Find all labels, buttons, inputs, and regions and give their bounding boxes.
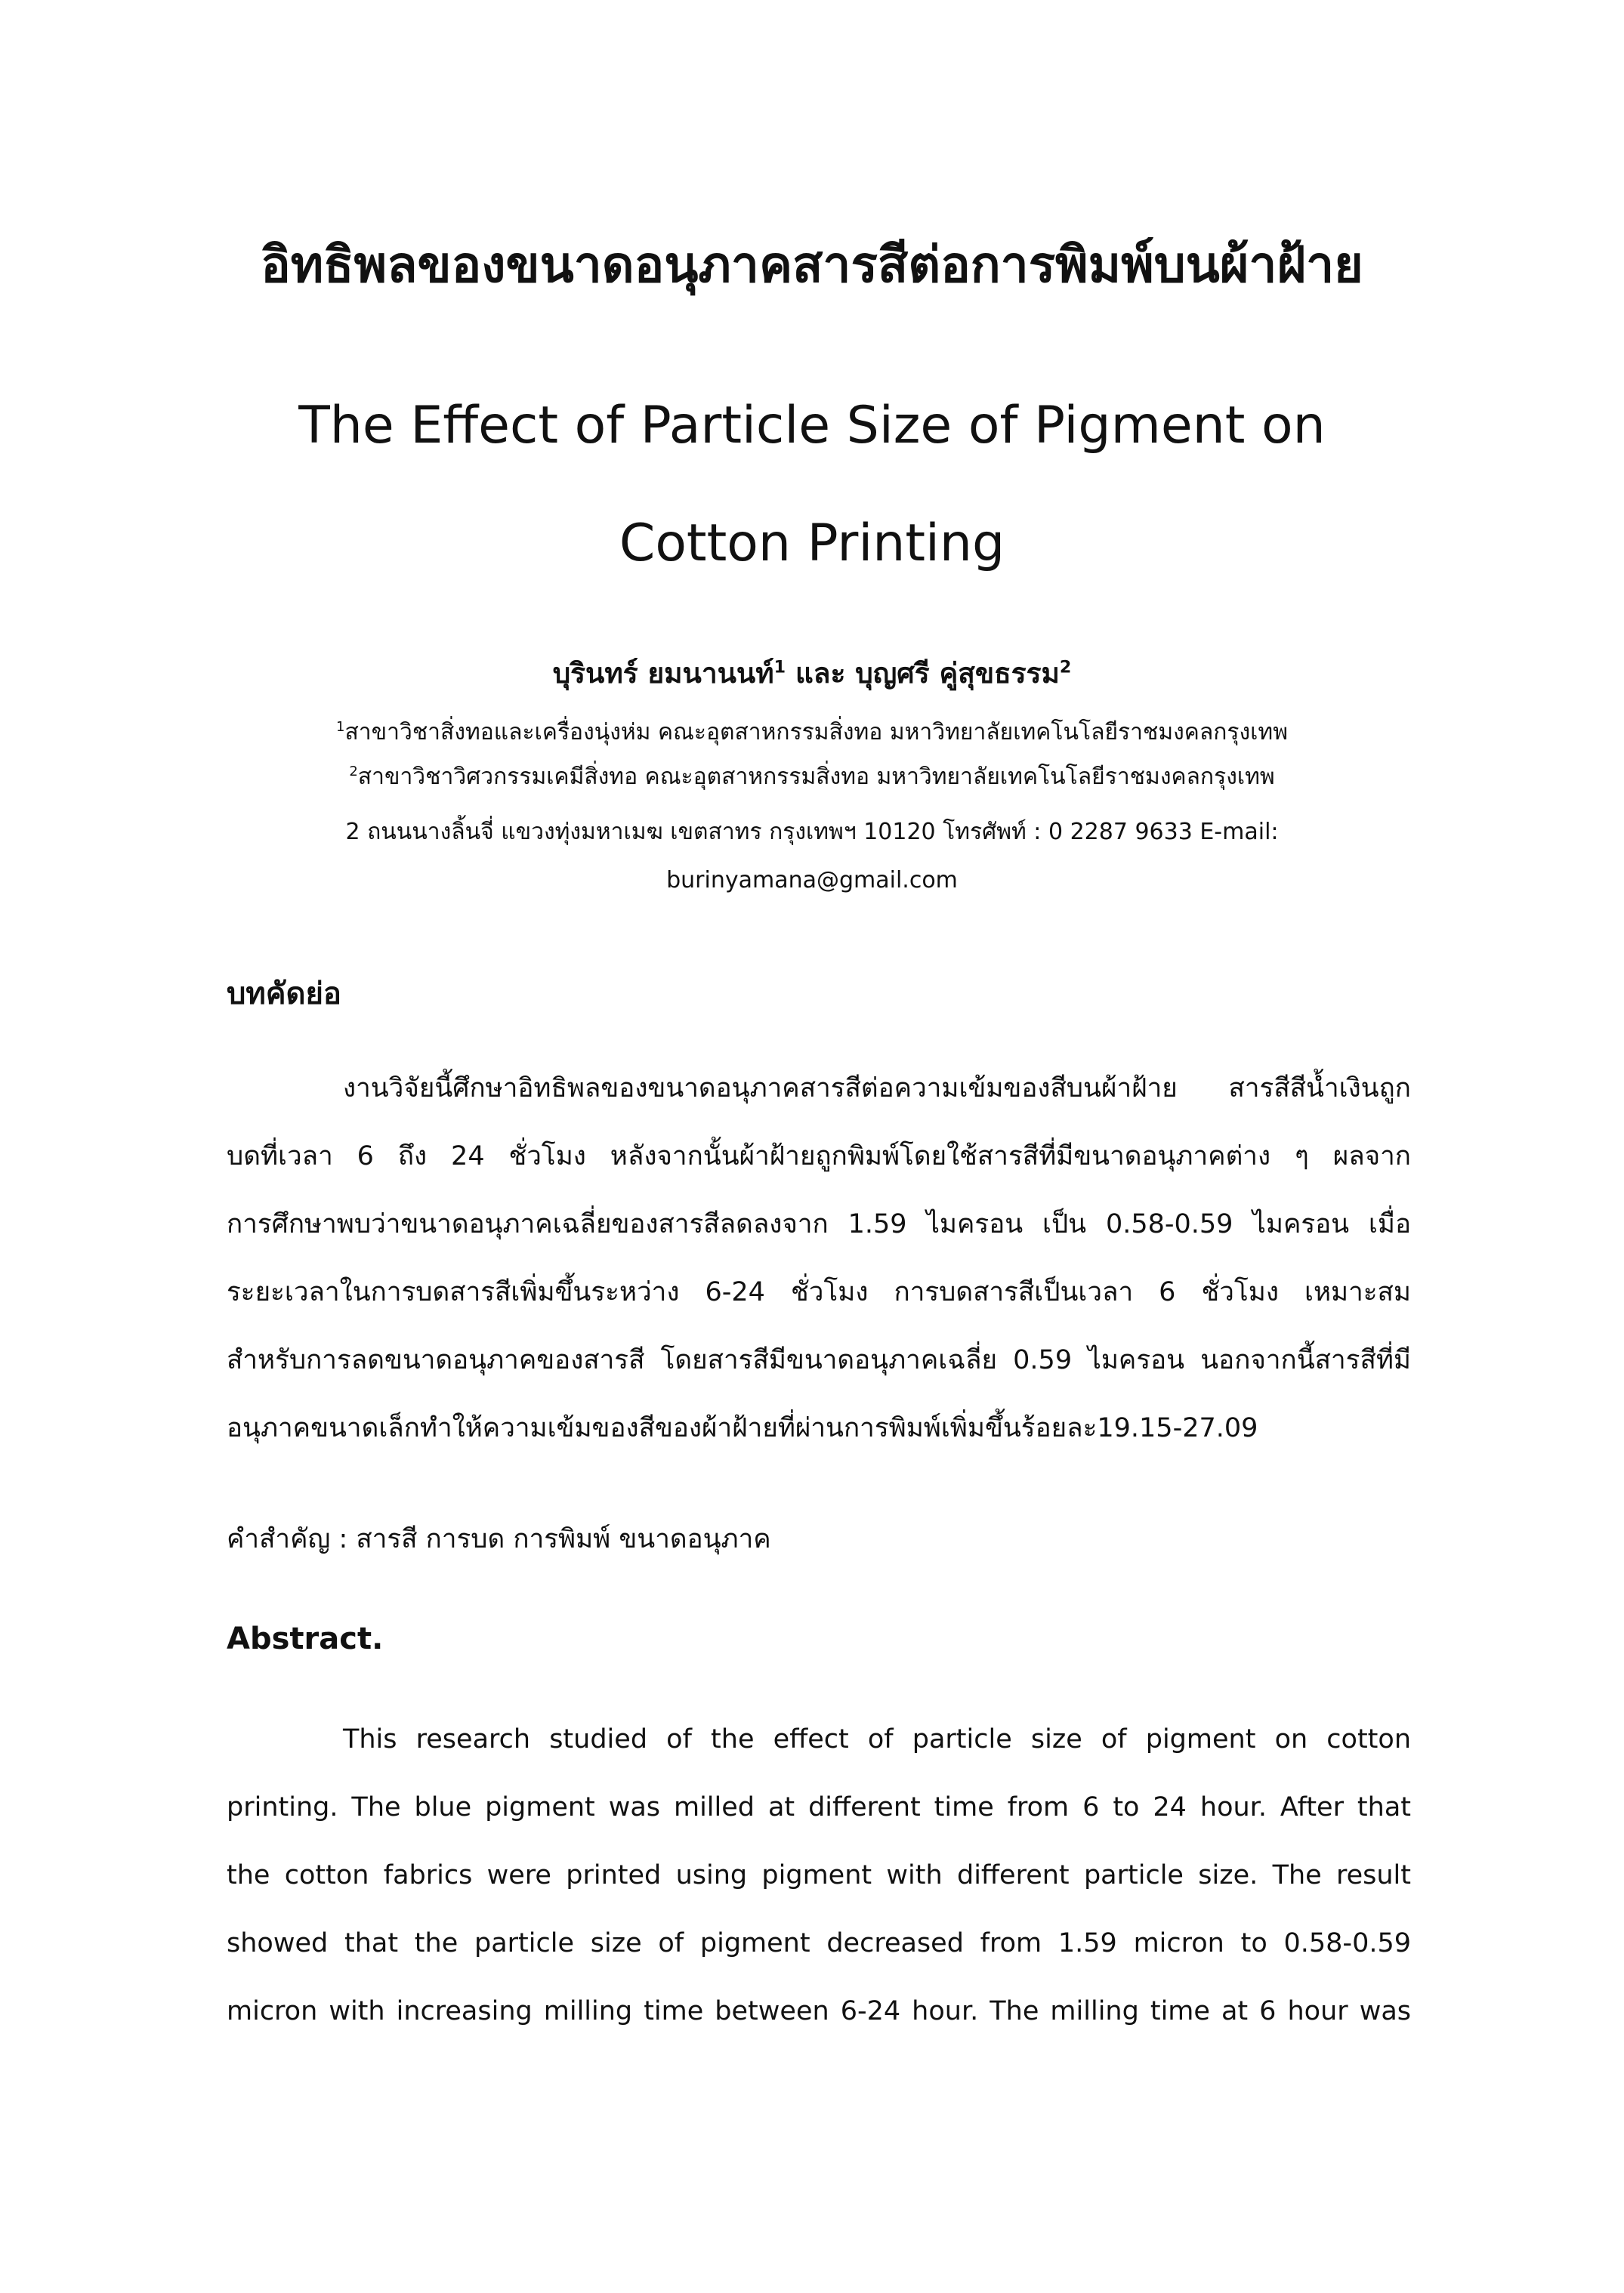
abstract-thai-heading: บทคัดย่อ (227, 977, 341, 1011)
affiliation-marker: 2 (349, 764, 358, 779)
abstract-english-line: printing. The blue pigment was milled at different time from 6 to 24 hour. After that (227, 1792, 1411, 1822)
author-list (0, 651, 1624, 696)
contact-email: burinyamana@gmail.com (666, 867, 958, 893)
abstract-thai-line: ระยะเวลาในการบดสารสีเพิ่มขึ้นระหว่าง 6-24 ชั่วโมง การบดสารสีเป็นเวลา 6 ชั่วโมง เหมาะสม (227, 1277, 1411, 1307)
abstract-thai-line: การศึกษาพบว่าขนาดอนุภาคเฉลี่ยของสารสีลดลงจาก 1.59 ไมครอน เป็น 0.58-0.59 ไมครอน เมื่อ (227, 1209, 1411, 1239)
author-name: บุญศรี คู่สุขธรรม (855, 657, 1060, 690)
affiliation-text: สาขาวิชาสิ่งทอและเครื่องนุ่งห่ม คณะอุตสาหกรรมสิ่งทอ มหาวิทยาลัยเทคโนโลยีราชมงคลกรุงเทพ (344, 719, 1288, 745)
author-name: บุรินทร์ ยมนานนท์ (552, 657, 774, 690)
abstract-english-line: the cotton fabrics were printed using pigment with different particle size. The result (227, 1860, 1411, 1890)
title-english-line-2: Cotton Printing (619, 514, 1005, 573)
author-affiliation-marker: 1 (773, 657, 786, 677)
abstract-thai-line: บดที่เวลา 6 ถึง 24 ชั่วโมง หลังจากนั้นผ้าฝ้ายถูกพิมพ์โดยใช้สารสีที่มีขนาดอนุภาคต่าง ๆ ผลจาก (227, 1141, 1411, 1171)
author-affiliation-marker: 2 (1059, 657, 1072, 677)
abstract-english-line: micron with increasing milling time between 6-24 hour. The milling time at 6 hour was (227, 1996, 1411, 2026)
title-english-line-1: The Effect of Particle Size of Pigment on (298, 396, 1326, 455)
affiliation-marker: 1 (336, 719, 345, 735)
affiliation-1 (0, 714, 1624, 750)
abstract-english-heading: Abstract. (227, 1622, 384, 1656)
keywords-thai: คำสำคัญ : สารสี การบด การพิมพ์ ขนาดอนุภาค (227, 1524, 771, 1554)
abstract-thai-line: สำหรับการลดขนาดอนุภาคของสารสี โดยสารสีมีขนาดอนุภาคเฉลี่ย 0.59 ไมครอน นอกจากนี้สารสีที่มี (227, 1345, 1411, 1375)
abstract-thai-line: อนุภาคขนาดเล็กทำให้ความเข้มของสีของผ้าฝ้ายที่ผ่านการพิมพ์เพิ่มขึ้นร้อยละ19.15-27.09 (227, 1413, 1258, 1443)
abstract-english-line: This research studied of the effect of particle size of pigment on cotton (343, 1724, 1411, 1754)
author-conjunction: และ (786, 657, 856, 690)
affiliation-address: 2 ถนนนางลิ้นจี่ แขวงทุ่งมหาเมฆ เขตสาทร กรุงเทพฯ 10120 โทรศัพท์ : 0 2287 9633 E-mail: (345, 819, 1279, 845)
title-thai: อิทธิพลของขนาดอนุภาคสารสีต่อการพิมพ์บนผ้าฝ้าย (261, 236, 1363, 294)
affiliation-2 (0, 759, 1624, 795)
affiliation-text: สาขาวิชาวิศวกรรมเคมีสิ่งทอ คณะอุตสาหกรรมสิ่งทอ มหาวิทยาลัยเทคโนโลยีราชมงคลกรุงเทพ (357, 764, 1275, 790)
abstract-thai-line: งานวิจัยนี้ศึกษาอิทธิพลของขนาดอนุภาคสารสีต่อความเข้มของสีบนผ้าฝ้าย สารสีสีน้ำเงินถูก (343, 1073, 1411, 1103)
abstract-english-line: showed that the particle size of pigment decreased from 1.59 micron to 0.58-0.59 (227, 1928, 1411, 1958)
